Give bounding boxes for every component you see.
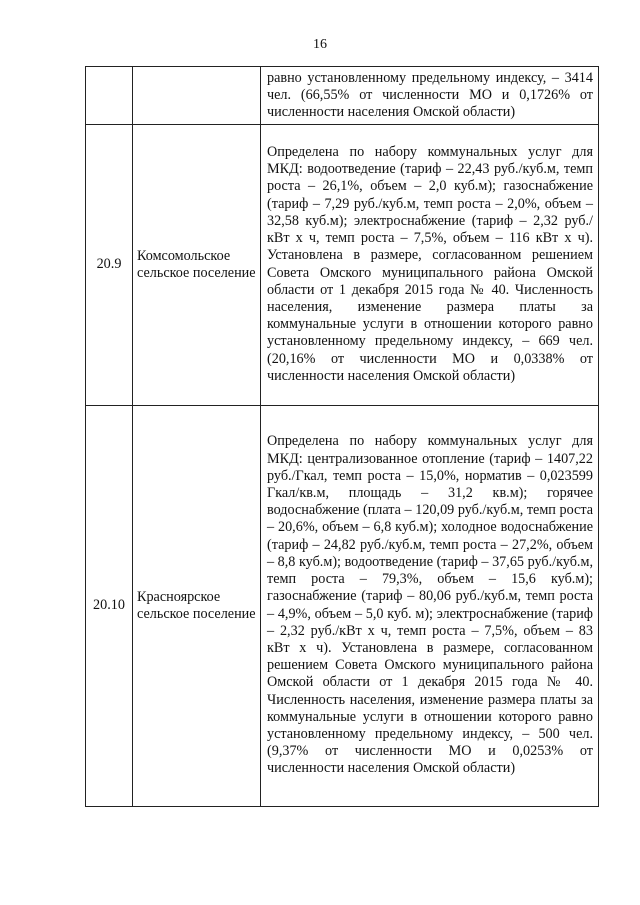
description-cell xyxy=(261,125,599,406)
settlement-name: Красноярское сельское поселение xyxy=(137,588,256,622)
description-text: равно установленному предельному индексу, – 3414 чел. (66,55% от численности МО и 0,1726% от численности населения Омской области) xyxy=(267,69,593,121)
settlement-name: Комсомольское сельское поселение xyxy=(137,247,256,281)
settlement-name-cell xyxy=(133,406,261,807)
table-row xyxy=(86,406,599,807)
description-text: Определена по набору коммунальных услуг для МКД: централизованное отопление (тариф – 1407,22 руб./Гкал, темп роста – 15,0%, норматив – 0,023599 Гкал/кв.м, площадь – 31,2 кв.м); горячее водоснабжение (плата – 120,09 руб./куб.м, темп роста – 20,6%, объем – 6,8 куб.м); холодное водоснабжение (тариф – 24,82 руб./куб.м, темп роста – 27,2%, объем – 8,8 куб.м); водоотведение (тариф – 37,65 руб./куб.м, темп роста – 79,3%, объем – 15,6 куб.м); газоснабжение (тариф – 80,06 руб./куб.м, темп роста – 4,9%, объем – 5,0 куб. м); электроснабжение (тариф – 2,32 руб./кВт х ч, темп роста – 7,5%, объем – 83 кВт х ч). Установлена в размере, согласованном решением Совета Омского муниципального района Омской области от 1 декабря 2015 года № 40. Численность населения, изменение размера платы за коммунальные услуги в отношении которого равно установленному предельному индексу, – 500 чел. (9,37% от численности МО и 0,0253% от численности населения Омской области) xyxy=(267,433,593,777)
table-row xyxy=(86,67,599,125)
page-number: 16 xyxy=(313,37,327,52)
description-cell xyxy=(261,67,599,125)
row-number-cell xyxy=(86,67,133,125)
settlement-name-cell xyxy=(133,67,261,125)
row-number-cell: 20.9 xyxy=(86,125,133,406)
tariff-table xyxy=(85,66,599,807)
description-text: Определена по набору коммунальных услуг для МКД: водоотведение (тариф – 22,43 руб./куб.м, темп роста – 26,1%, объем – 2,0 куб.м); газоснабжение (тариф – 7,29 руб./куб.м, темп роста – 2,0%, объем – 32,58 куб.м); электроснабжение (тариф – 2,32 руб./кВт х ч, темп роста – 7,5%, объем – 116 кВт х ч). Установлена в размере, согласованном решением Совета Омского муниципального района Омской области от 1 декабря 2015 года № 40. Численность населения, изменение размера платы за коммунальные услуги в отношении которого равно установленному предельному индексу, – 669 чел. (20,16% от численности МО и 0,0338% от численности населения Омской области) xyxy=(267,144,593,384)
table-row xyxy=(86,125,599,406)
row-number-cell: 20.10 xyxy=(86,406,133,807)
settlement-name-cell xyxy=(133,125,261,406)
description-cell xyxy=(261,406,599,807)
